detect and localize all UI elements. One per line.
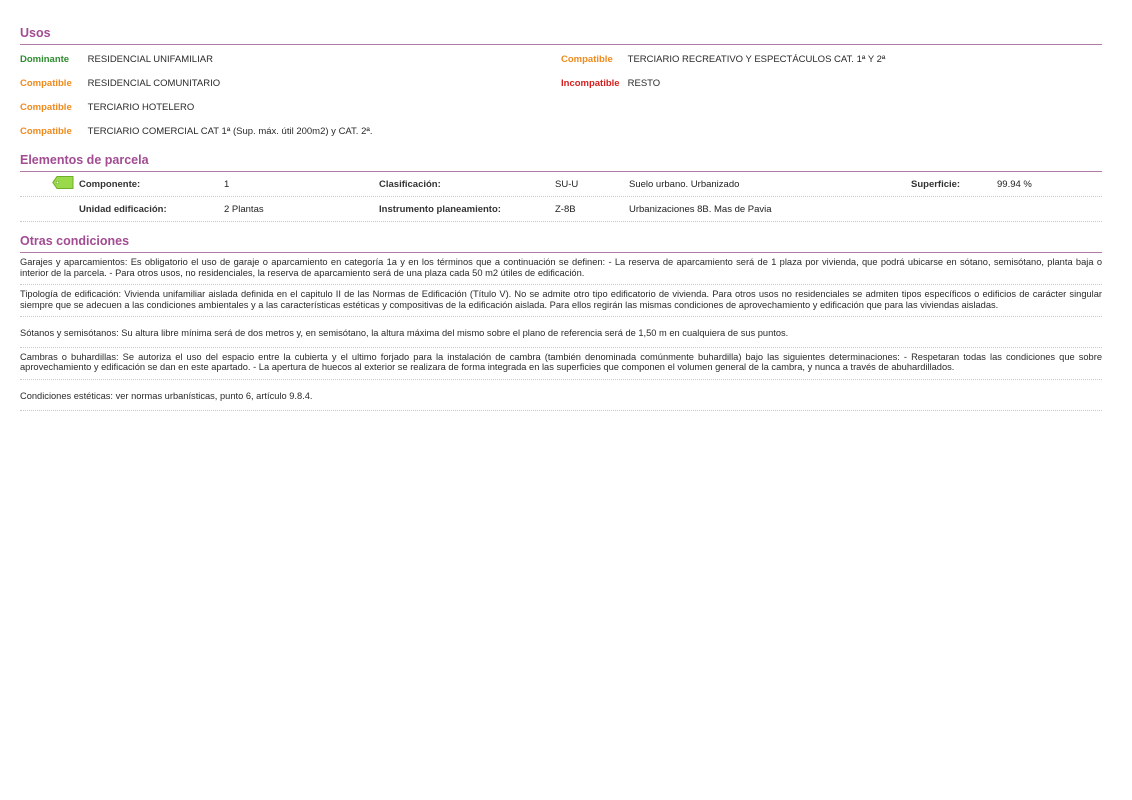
- uso-tag: Dominante: [20, 54, 70, 65]
- instrumento-code: Z-8B: [555, 204, 576, 215]
- componente-label: Componente:: [79, 179, 141, 190]
- uso-tag: Compatible: [20, 78, 72, 89]
- uso-item-incompatible: [561, 78, 660, 89]
- condition-item: Cambras o buhardillas: Se autoriza el uso del espacio entre la cubierta y el ultimo forjado para la instalación de cambra (también denominada comúnmente buhardilla) bajo las siguientes determinaciones: - Respetaran todas las condiciones que sobre aprovechamiento y edificación se dan en este apartado. - La apertura de huecos al exterior se realizara de forma integrada en las superficies que componen el volumen general de la cambra, y nunca a través de abuhardillados.: [20, 348, 1102, 380]
- uso-value: RESTO: [627, 78, 661, 89]
- instrumento-desc: Urbanizaciones 8B. Mas de Pavia: [629, 204, 772, 215]
- unidad-label: Unidad edificación:: [79, 204, 167, 215]
- usos-section-title: Usos: [20, 26, 1102, 45]
- uso-value: TERCIARIO HOTELERO: [87, 102, 195, 113]
- table-row: [20, 197, 1102, 222]
- uso-value: TERCIARIO COMERCIAL CAT 1ª (Sup. máx. útil 200m2) y CAT. 2ª.: [87, 126, 373, 137]
- uso-item-compatible: [20, 78, 220, 89]
- clasificacion-desc: Suelo urbano. Urbanizado: [629, 179, 740, 190]
- condiciones-list: [20, 253, 1102, 411]
- condition-item: Garajes y aparcamientos: Es obligatorio el uso de garaje o aparcamiento en categoría 1a y en los términos que a continuación se definen: - La reserva de aparcamiento será de 1 plaza por vivienda, que podrá ubicarse en sótano, semisótano, planta baja o interior de la parcela. - Para otros usos, no residenciales, la reserva de aparcamiento será de una plaza cada 50 m2 útiles de edificación.: [20, 253, 1102, 285]
- componente-value: 1: [224, 179, 230, 190]
- uso-item-dominante: [20, 54, 213, 65]
- usos-list: [20, 45, 1102, 153]
- otras-section-title: Otras condiciones: [20, 234, 1102, 253]
- clasificacion-label: Clasificación:: [379, 179, 441, 190]
- clasificacion-code: SU-U: [555, 179, 579, 190]
- superficie-value: 99.94 %: [997, 179, 1032, 190]
- uso-tag: Compatible: [561, 54, 613, 65]
- uso-item-compatible: [20, 126, 373, 137]
- condition-item: Sótanos y semisótanos: Su altura libre mínima será de dos metros y, en semisótano, la altura máxima del mismo sobre el plano de referencia será de 1,50 m en cualquiera de sus puntos.: [20, 317, 1102, 348]
- document-page: [20, 0, 1102, 411]
- uso-tag: Incompatible: [561, 78, 620, 89]
- table-row: [20, 172, 1102, 197]
- elementos-section-title: Elementos de parcela: [20, 153, 1102, 172]
- uso-value: RESIDENCIAL COMUNITARIO: [87, 78, 221, 89]
- uso-item-compatible: [561, 54, 885, 65]
- uso-value: TERCIARIO RECREATIVO Y ESPECTÁCULOS CAT. 1ª Y 2ª: [627, 54, 886, 65]
- unidad-value: 2 Plantas: [224, 204, 264, 215]
- uso-value: RESIDENCIAL UNIFAMILIAR: [87, 54, 213, 65]
- superficie-label: Superficie:: [911, 179, 961, 190]
- elementos-table: [20, 172, 1102, 224]
- uso-item-compatible: [20, 102, 194, 113]
- uso-tag: Compatible: [20, 126, 72, 137]
- uso-tag: Compatible: [20, 102, 72, 113]
- green-tag-icon: [52, 176, 74, 189]
- condition-item: Condiciones estéticas: ver normas urbanísticas, punto 6, artículo 9.8.4.: [20, 380, 1102, 412]
- condition-item: Tipología de edificación: Vivienda unifamiliar aislada definida en el capitulo II de las Normas de Edificación (Título V). No se admite otro tipo edificatorio de vivienda. Para otros usos no residenciales se admiten tipos específicos o edificios de carácter singular siempre que se adecuen a las condiciones ambientales y a las características estéticas y compositivas de la edificación aislada. Para ellos regirán las mismas condiciones de aprovechamiento y edificación que para las viviendas aisladas.: [20, 285, 1102, 317]
- instrumento-label: Instrumento planeamiento:: [379, 204, 501, 215]
